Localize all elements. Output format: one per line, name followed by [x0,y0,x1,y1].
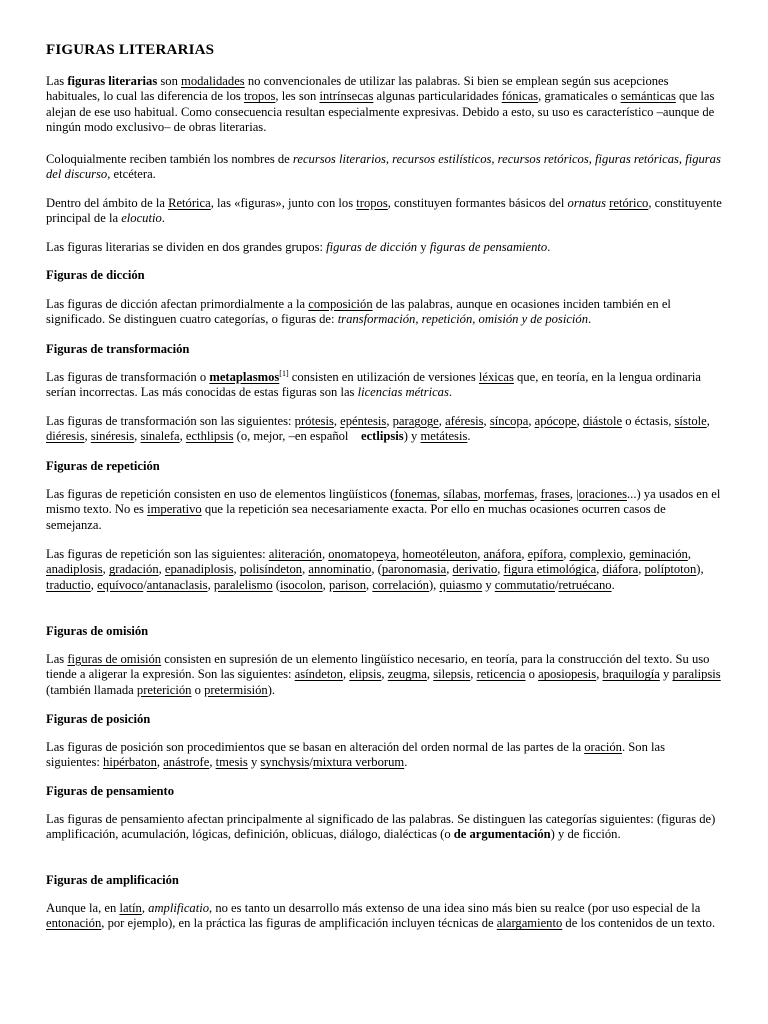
term-link[interactable]: parison [328,577,367,592]
term-link[interactable]: fónicas [501,89,539,104]
term-link[interactable]: anáfora [483,547,522,561]
transformacion-paragraph [46,370,722,401]
text-run: , [233,562,240,577]
term-link[interactable]: sinéresis [90,429,135,444]
text-run: Las [46,74,68,88]
amplificacion-paragraph [46,901,722,932]
term-link[interactable]: braquilogía [602,667,660,682]
term-link[interactable]: aliteración [268,547,322,561]
text-run: , [622,547,630,561]
text-run: son [157,74,182,88]
text-run: , [438,414,446,428]
text-run: , [322,577,329,592]
text-run: de las palabras, aunque en ocasiones inciden también en el significado. Se distinguen cuatro categorías, o figuras de: [46,297,671,327]
section-heading-transformacion: Figuras de transformación [46,342,190,356]
text-run: , [333,414,341,428]
text-run: ectlipsis [361,429,404,444]
text-run: figuras literarias [67,74,158,88]
text-run: . [611,577,615,592]
text-run: , [302,562,309,577]
text-run: , [158,562,165,577]
text-run: , gramaticales o [538,89,621,104]
text-run: ornatus [567,196,607,210]
term-link[interactable]: onomatopeya [328,547,397,561]
term-link[interactable]: retórico [609,196,649,210]
term-link[interactable]: diástole [582,414,623,428]
term-link[interactable]: annominatio [308,562,372,577]
transformacion-list-paragraph [46,414,722,445]
text-run: , [321,547,329,561]
text-run: , [446,562,453,577]
term-link[interactable]: diéresis [46,429,85,444]
text-run: recursos literarios, recursos estilísticos, recursos retóricos, figuras retóricas, figuras del discurso [46,152,721,182]
groups-paragraph [46,240,722,255]
term-link[interactable]: fonemas [394,487,438,501]
text-run: , [687,547,691,561]
text-run: de argumentación [453,827,551,842]
text-run: algunas particularidades [373,89,502,104]
term-link[interactable]: silepsis [433,667,471,682]
term-link[interactable]: aféresis [445,414,484,428]
text-run: figuras de dicción [326,240,418,254]
text-run: , [84,429,91,444]
text-run: (o, mejor, –en español [233,429,361,444]
text-run: , [179,429,186,444]
text-run: amplificatio [148,901,210,915]
omision-paragraph [46,652,722,698]
text-run: , no es tanto un desarrollo más extenso de una idea sino más bien su realce (por uso especial de la [209,901,701,915]
text-run: / [554,577,559,592]
text-run: , [426,667,434,682]
text-run: Las figuras de dicción afectan primordialmente a la [46,297,309,311]
term-link[interactable]: síncopa [489,414,529,428]
text-run: Coloquialmente reciben también los nombres de [46,152,293,166]
term-link[interactable]: epéntesis [340,414,387,428]
section-heading-repeticion: Figuras de repetición [46,459,160,473]
term-link[interactable]: paralelismo [213,577,273,592]
text-run: y [482,577,495,592]
text-run: , [437,487,444,501]
text-run: , [521,547,528,561]
text-run: ( [272,577,280,592]
text-run: Las figuras de pensamiento afectan principalmente al significado de las palabras. Se distinguen las categorías siguientes: (figuras de) amplificación, acumulación, lógicas, definición, oblicuas, diálogo, dialécticas (o [46,812,716,842]
text-run: Las figuras de repetición son las siguientes: [46,547,269,561]
text-run: que las alejan de ese uso habitual. Como consecuencia resultan especialmente expresivas. Debido a esto, su uso es característico –aunque de ningún modo exclusivo– de obras literarias. [46,89,715,134]
text-run: , [576,414,583,428]
text-run: Las [46,652,68,666]
section-heading-posicion: Figuras de posición [46,712,151,726]
term-link[interactable]: tropos [356,196,388,210]
term-link[interactable]: paralipsis [672,667,721,682]
text-run: Las figuras de posición son procedimientos que se basan en alteración del orden normal de las partes de la [46,740,585,754]
term-link[interactable]: epanadiplosis [164,562,234,577]
term-link[interactable]: hipérbaton [103,755,157,770]
text-run: , [528,414,535,428]
text-run: , [156,755,164,770]
term-link[interactable]: synchysis [260,755,310,770]
text-run: que la repetición sea necesariamente exacta. Por ello en muchas ocasiones ocurren casos de semejanza. [46,502,666,532]
term-link[interactable]: correlación [372,577,429,592]
text-run: , [102,562,109,577]
text-run: . [467,429,471,444]
text-run: . Son las siguientes: [46,740,666,770]
term-link[interactable]: metátesis [420,429,468,444]
text-run: , [209,755,216,770]
term-link[interactable]: elipsis [349,667,382,682]
term-link[interactable]: tmesis [215,755,248,770]
term-link[interactable]: traductio [46,577,91,592]
term-link[interactable]: ecthlipsis [185,429,234,444]
term-link[interactable]: diáfora [602,562,639,577]
term-link[interactable]: mixtura verborum [312,755,405,770]
term-link[interactable]: complexio [569,547,623,561]
text-run: / [143,577,147,592]
term-link[interactable]: aposiopesis [538,667,597,682]
footnote-ref[interactable]: [1] [279,368,289,378]
text-run: , [563,547,570,561]
term-link[interactable]: anástrofe [163,755,210,770]
text-run: o [525,667,539,682]
term-link[interactable]: metaplasmos [209,370,280,384]
term-link[interactable]: gradación [108,562,159,577]
term-link[interactable]: modalidades [181,74,245,88]
text-run: Las figuras de transformación son las siguientes: [46,414,295,428]
term-link[interactable]: oración [584,740,622,754]
text-run: o [191,682,205,697]
text-run: , [596,667,603,682]
text-run: ). [267,682,276,697]
term-link[interactable]: apócope [534,414,577,428]
text-run: , las «figuras», junto con los [210,196,357,210]
term-link[interactable]: anadiplosis [46,562,103,577]
intro-paragraph [46,74,722,135]
term-link[interactable]: prótesis [294,414,334,428]
term-link[interactable]: polisíndeton [239,562,303,577]
text-run: , [706,414,710,428]
text-run: , [497,562,504,577]
repeticion-paragraph [46,487,722,533]
term-link[interactable]: geminación [629,547,688,561]
text-run: , etcétera. [107,167,156,182]
text-run: , constituyente principal de la [46,196,722,226]
term-link[interactable]: sílabas [443,487,478,501]
text-run: ...) ya usados en el mismo texto. No es [46,487,721,517]
text-run: , [470,667,477,682]
text-run: y [247,755,261,770]
text-run: consisten en utilización de versiones [288,370,479,384]
term-link[interactable]: figuras de omisión [67,652,162,666]
term-link[interactable]: epífora [527,547,564,561]
term-link[interactable]: sinalefa [140,429,180,444]
posicion-paragraph [46,740,722,771]
term-link[interactable]: entonación [46,916,102,931]
text-run: . [161,211,165,226]
text-run: transformación, repetición, omisión y de posición [337,312,589,327]
text-run: , [477,547,484,561]
text-run: , [134,429,141,444]
page-title: FIGURAS LITERARIAS [46,42,215,58]
section-heading-pensamiento: Figuras de pensamiento [46,784,175,798]
colloquial-names-paragraph [46,152,722,183]
term-link[interactable]: reticencia [476,667,526,682]
term-link[interactable]: equívoco [97,577,144,592]
term-link[interactable]: latín [119,901,142,915]
term-link[interactable]: composición [308,297,373,311]
text-run: , [207,577,214,592]
term-link[interactable]: derivatio [452,562,498,577]
term-link[interactable]: oraciones [578,487,628,501]
term-link[interactable]: sístole [674,414,707,428]
text-run: Dentro del ámbito de la [46,196,169,210]
text-run: , [141,901,149,915]
term-link[interactable]: pretermisión [204,682,268,697]
text-run: . [404,755,408,770]
text-run: , por ejemplo), en la práctica las figuras de amplificación incluyen técnicas de [101,916,497,931]
text-run: , [396,547,403,561]
term-link[interactable]: Retórica [168,196,211,210]
term-link[interactable]: paronomasia [381,562,447,577]
text-run: , [90,577,98,592]
diccion-paragraph [46,297,722,328]
text-run: Las figuras de transformación o [46,370,210,384]
text-run: , [366,577,373,592]
text-run: consisten en supresión de un elemento lingüístico necesario, en teoría, para la construcción del texto. Su uso tiende a aligerar la expresión. Son las siguientes: [46,652,710,682]
text-run: o éctasis, [622,414,675,428]
term-link[interactable]: tropos [243,89,276,104]
repeticion-list-paragraph [46,547,722,593]
text-run: no convencionales de utilizar las palabras. Si bien se emplean según sus acepciones habituales, lo cual las diferencia de los [46,74,669,104]
text-run: , [381,667,388,682]
term-link[interactable]: morfemas [483,487,535,501]
text-run: , ( [371,562,382,577]
section-heading-omision: Figuras de omisión [46,624,149,638]
text-run: , [534,487,541,501]
text-run: figuras de pensamiento [429,240,548,254]
text-run: , [638,562,645,577]
term-link[interactable]: quiasmo [439,577,483,592]
term-link[interactable]: commutatio [494,577,555,592]
text-run: , constituyen formantes básicos del [387,196,568,210]
text-run: ) y [403,429,421,444]
term-link[interactable]: figura etimológica [503,562,597,577]
text-run: Las figuras de repetición consisten en uso de elementos lingüísticos ( [46,487,395,501]
text-run: , [477,487,484,501]
term-link[interactable]: isocolon [279,577,323,592]
term-link[interactable]: asíndeton [294,667,343,682]
term-link[interactable]: políptoton [644,562,697,577]
text-run: ), [696,562,704,577]
term-link[interactable]: imperativo [147,502,202,517]
term-link[interactable]: semánticas [620,89,676,104]
text-run: . [448,385,453,400]
term-link[interactable]: retruécano [558,577,612,592]
text-run: ) y de ficción. [550,827,621,842]
text-run: de los contenidos de un texto. [562,916,716,931]
text-run: . [588,312,592,327]
text-run: , [342,667,350,682]
text-run: , [483,414,490,428]
text-run: , les son [275,89,320,104]
text-run: que, en teoría, en la lengua ordinaria serían incorrectas. Las más conocidas de estas figuras son las [46,370,701,400]
pensamiento-paragraph [46,812,722,843]
text-run: y [659,667,673,682]
term-link[interactable]: léxicas [478,370,514,384]
text-run: licencias métricas [357,385,449,400]
text-run: Las figuras literarias se dividen en dos grandes grupos: [46,240,327,254]
term-link[interactable]: paragoge [392,414,439,428]
term-link[interactable]: homeotéleuton [402,547,478,561]
text-run: (también llamada [46,682,137,697]
section-heading-amplificacion: Figuras de amplificación [46,873,179,887]
term-link[interactable]: preterición [136,682,192,697]
term-link[interactable]: antanaclasis [146,577,208,592]
term-link[interactable]: alargamiento [496,916,563,931]
text-run: . [547,240,551,254]
text-run: , [386,414,393,428]
text-run: , [596,562,603,577]
text-run: / [309,755,313,770]
text-run: elocutio [121,211,162,226]
term-link[interactable]: frases [540,487,570,501]
section-heading-diccion: Figuras de dicción [46,268,145,282]
term-link[interactable]: intrínsecas [319,89,374,104]
text-run: ), [428,577,440,592]
text-run: , | [569,487,579,501]
term-link[interactable]: zeugma [387,667,427,682]
rhetoric-paragraph [46,196,722,227]
text-run: Aunque la, en [46,901,120,915]
text-run: y [417,240,430,254]
